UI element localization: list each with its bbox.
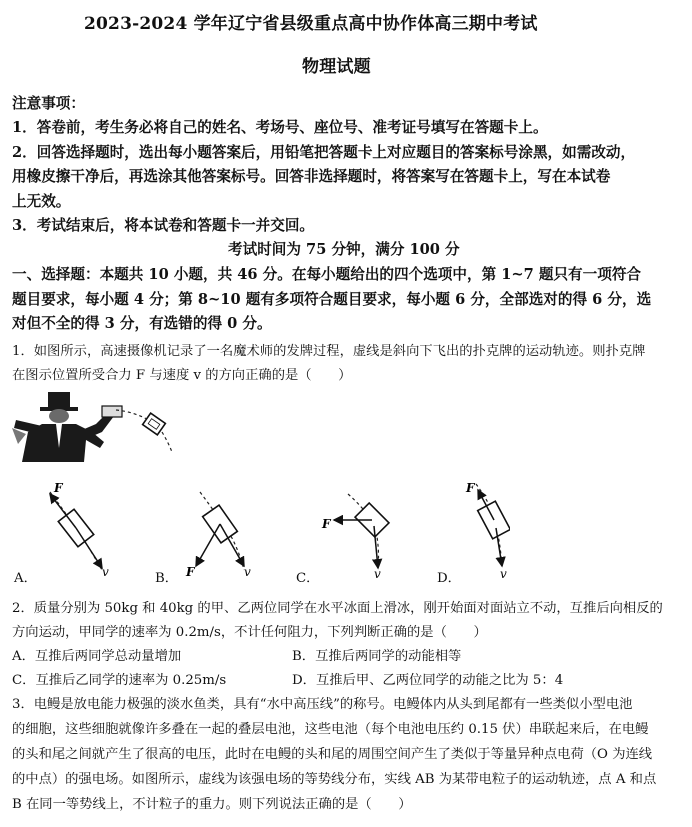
section-1-line-1: 一、选择题：本题共 10 小题，共 46 分。在每小题给出的四个选项中，第 1~7 题只有一项符合 — [12, 266, 642, 283]
q3-line-4: 的中点）的强电场。如图所示，虚线为该强电场的等势线分布，实线 AB 为某带电粒子的运动轨迹，点 A 和点 — [12, 772, 657, 787]
notice-item-2-line-1: 2．回答选择题时，选出每小题答案后，用铅笔把答题卡上对应题目的答案标号涂黑，如需改动， — [12, 144, 636, 161]
q1-c-velocity-label: v — [374, 567, 381, 581]
exam-info: 考试时间为 75 分钟，满分 100 分 — [228, 241, 460, 258]
magician-illustration — [12, 388, 182, 464]
q1-option-d-label: D． — [437, 571, 461, 586]
subject-title: 物理试题 — [302, 57, 371, 77]
q2-option-d: D．互推后甲、乙两位同学的动能之比为 5：4 — [292, 673, 564, 688]
section-1-line-2: 题目要求，每小题 4 分；第 8~10 题有多项符合题目要求，每小题 6 分，全部选对的得 6 分，选 — [12, 291, 652, 308]
q1-diagram-d — [465, 481, 510, 581]
q2-option-c: C．互推后乙同学的速率为 0.25m/s — [12, 673, 227, 688]
q3-line-5: B 在同一等势线上，不计粒子的重力。则下列说法正确的是（ ） — [12, 797, 412, 812]
notice-item-3: 3．考试结束后，将本试卷和答题卡一并交回。 — [12, 217, 315, 234]
q1-d-velocity-label: v — [500, 567, 507, 581]
q1-a-velocity-label: v — [102, 565, 109, 579]
q3-line-3: 的头和尾之间就产生了很高的电压，此时在电鳗的头和尾的周围空间产生了类似于等量异种点电荷（O 为连线 — [12, 747, 653, 762]
q1-option-c-label: C． — [296, 571, 320, 586]
exam-title: 2023-2024 学年辽宁省县级重点高中协作体高三期中考试 — [84, 14, 538, 34]
q2-option-a: A．互推后两同学总动量增加 — [12, 649, 182, 664]
q3-line-1: 3．电鳗是放电能力极强的淡水鱼类，具有“水中高压线”的称号。电鳗体内从头到尾都有一些类似小型电池 — [12, 697, 633, 712]
notice-item-2-line-3: 上无效。 — [12, 193, 71, 210]
q1-b-velocity-label: v — [244, 565, 251, 579]
q1-diagram-a — [50, 481, 109, 579]
q3-line-2: 的细胞，这些细胞就像许多叠在一起的叠层电池，这些电池（每个电池电压约 0.15 伏）串联起来后，在电鳗 — [12, 722, 649, 737]
q2-option-b: B．互推后两同学的动能相等 — [292, 649, 462, 664]
notice-heading: 注意事项： — [12, 95, 85, 112]
q1-d-force-label: F — [466, 481, 475, 495]
q1-line-1: 1．如图所示，高速摄像机记录了一名魔术师的发牌过程，虚线是斜向下飞出的扑克牌的运动轨迹。则扑克牌 — [12, 344, 646, 359]
q1-diagram-b — [185, 492, 251, 579]
q1-option-diagrams — [10, 480, 510, 586]
notice-item-2-line-2: 用橡皮擦干净后，再选涂其他答案标号。回答非选择题时，将答案写在答题卡上，写在本试卷 — [12, 168, 611, 185]
q1-b-force-label: F — [186, 565, 195, 579]
q1-a-force-label: F — [54, 481, 63, 495]
q1-line-2: 在图示位置所受合力 F 与速度 v 的方向正确的是（ ） — [12, 368, 352, 383]
q2-line-2: 方向运动，甲同学的速率为 0.2m/s，不计任何阻力，下列判断正确的是（ ） — [12, 625, 487, 640]
q2-line-1: 2．质量分别为 50kg 和 40kg 的甲、乙两位同学在水平冰面上滑冰，刚开始面对面站立不动，互推后向相反的 — [12, 601, 663, 616]
q1-c-force-label: F — [322, 517, 331, 531]
q1-option-a-label: A． — [14, 571, 37, 586]
section-1-line-3: 对但不全的得 3 分，有选错的得 0 分。 — [12, 315, 272, 332]
q1-option-b-label: B． — [155, 571, 179, 586]
q1-diagram-c — [321, 494, 389, 581]
notice-item-1: 1．答卷前，考生务必将自己的姓名、考场号、座位号、准考证号填写在答题卡上。 — [12, 119, 548, 136]
